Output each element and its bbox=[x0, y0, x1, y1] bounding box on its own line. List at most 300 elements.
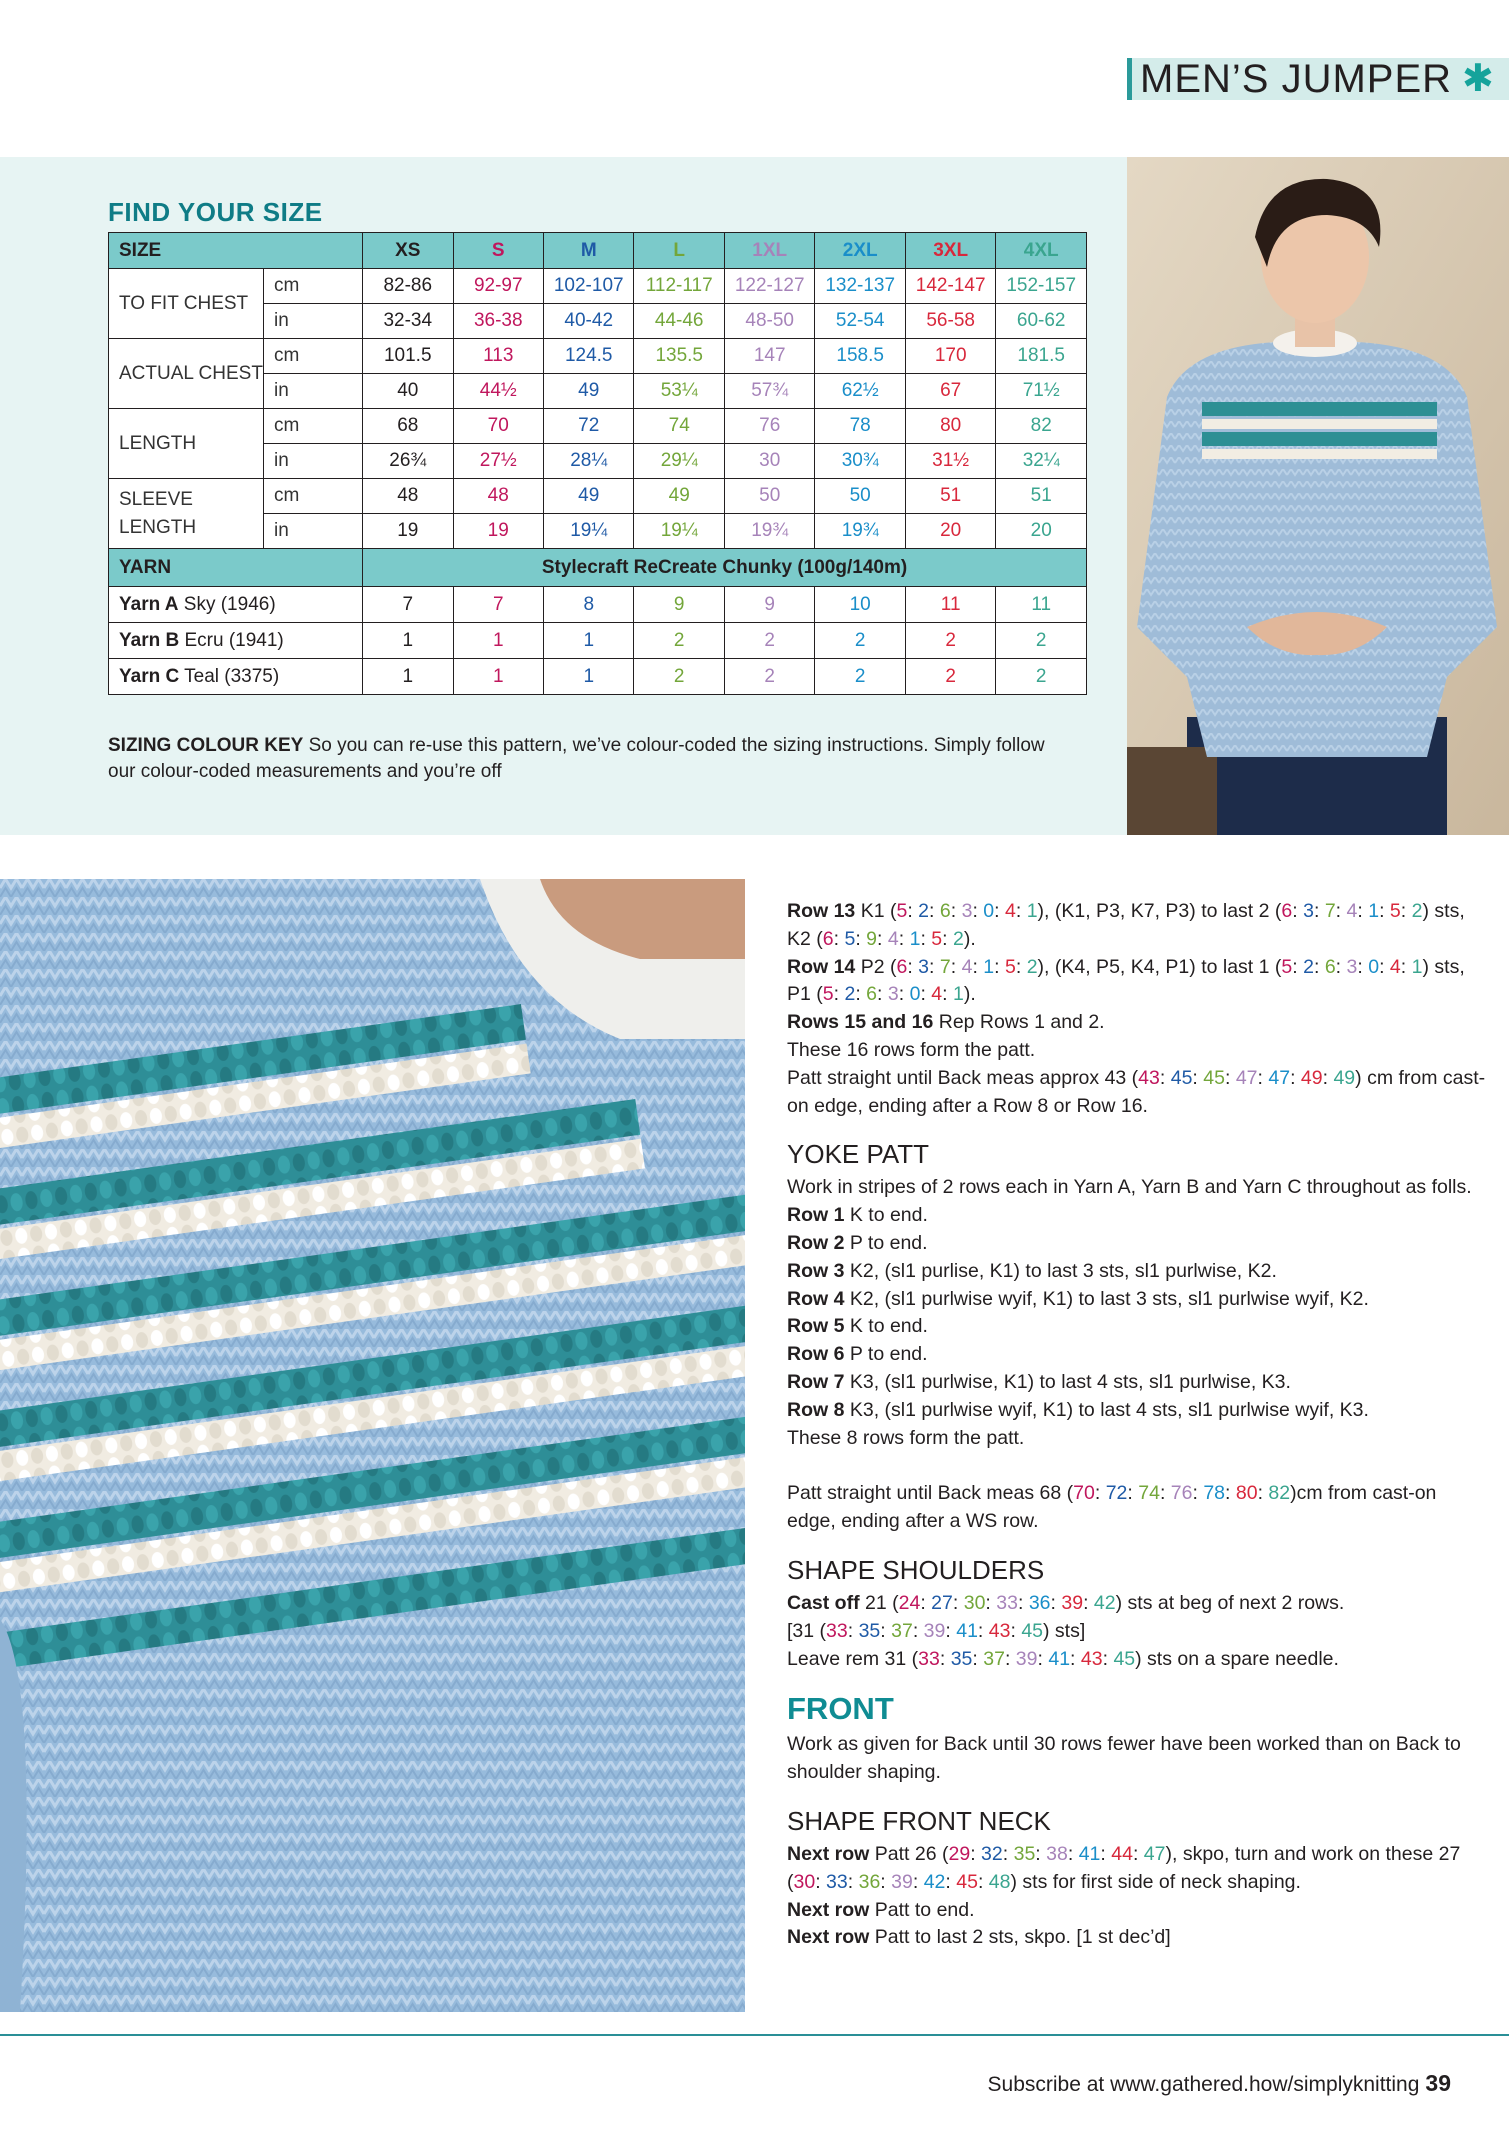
size-value: 4 bbox=[1346, 900, 1358, 922]
size-value: 6 bbox=[939, 900, 951, 922]
size-table bbox=[108, 232, 1087, 695]
sh-o: 33: 35: 37: 39: 41: 43: 45 bbox=[918, 1647, 1136, 1670]
value-cell: 51 bbox=[996, 479, 1087, 514]
sh-t6: ) sts on a spare needle. bbox=[1135, 1647, 1339, 1670]
size-value: 6 bbox=[1324, 955, 1336, 978]
yarn-qty-cell: 1 bbox=[543, 623, 633, 659]
value-cell: 30¾ bbox=[815, 444, 905, 479]
yarn-qty-cell: 8 bbox=[543, 587, 633, 623]
yarn-row bbox=[109, 623, 1087, 659]
value-cell: 152-157 bbox=[996, 269, 1087, 304]
yoke-row-label: Row 3 bbox=[787, 1259, 845, 1282]
straight-1-t2: ) cm from cast-on edge, ending after a Row 8 or Row 16. bbox=[787, 1066, 1486, 1117]
size-value: 37 bbox=[891, 1619, 913, 1642]
row-13 bbox=[787, 898, 1487, 954]
size-value: 2 bbox=[1026, 955, 1038, 978]
unit-cell: in bbox=[264, 374, 363, 409]
yarn-header-row bbox=[109, 549, 1087, 587]
size-value: 39 bbox=[1061, 1591, 1084, 1614]
value-cell: 32¼ bbox=[996, 444, 1087, 479]
value-cell: 60-62 bbox=[996, 304, 1087, 339]
size-value: 49 bbox=[1333, 1066, 1356, 1089]
front-heading: FRONT bbox=[787, 1691, 894, 1727]
yarn-letter: Yarn C bbox=[119, 665, 180, 687]
size-value: 1 bbox=[909, 927, 921, 950]
yarn-qty-cell: 2 bbox=[996, 659, 1087, 695]
sh-t5: Leave rem 31 ( bbox=[787, 1647, 919, 1670]
value-cell: 76 bbox=[724, 409, 814, 444]
yarn-letter: Yarn B bbox=[119, 629, 180, 651]
yarn-qty-cell: 2 bbox=[905, 623, 995, 659]
model-illustration bbox=[1127, 157, 1509, 835]
value-cell: 49 bbox=[543, 374, 633, 409]
size-value: 33 bbox=[826, 1870, 848, 1893]
measurement-label: TO FIT CHEST bbox=[109, 269, 264, 339]
value-cell: 101.5 bbox=[363, 339, 453, 374]
value-cell: 27½ bbox=[453, 444, 543, 479]
value-cell: 28¼ bbox=[543, 444, 633, 479]
size-value: 5 bbox=[1004, 955, 1016, 978]
size-value: 35 bbox=[950, 1647, 973, 1670]
measurements-body bbox=[109, 269, 1087, 549]
key-text: So you can re-use this pattern, we’ve colour-coded the sizing instructions. Simply follow our colour-coded measurements and you’re off bbox=[108, 735, 1045, 782]
size-value: 76 bbox=[1170, 1482, 1193, 1505]
front-text: Work as given for Back until 30 rows fewer have been worked than on Back to shoulder shaping. bbox=[787, 1733, 1461, 1784]
unit-cell: cm bbox=[264, 479, 363, 514]
size-value: 4 bbox=[961, 955, 973, 978]
yarn-qty-cell: 1 bbox=[543, 659, 633, 695]
size-value: 6 bbox=[822, 927, 834, 950]
value-cell: 53¼ bbox=[634, 374, 724, 409]
size-value: 32 bbox=[981, 1842, 1003, 1865]
pattern-text bbox=[787, 898, 1487, 1952]
size-value: 3 bbox=[961, 900, 973, 922]
yarn-qty-cell: 7 bbox=[363, 587, 453, 623]
find-your-size-title: FIND YOUR SIZE bbox=[108, 197, 323, 227]
straight-2-t2: )cm from cast-on edge, ending after a WS row. bbox=[787, 1482, 1437, 1533]
size-value: 39 bbox=[1015, 1647, 1038, 1670]
value-cell: 19¼ bbox=[543, 514, 633, 549]
size-value: 82 bbox=[1268, 1482, 1291, 1505]
size-value: 72 bbox=[1105, 1482, 1128, 1505]
size-value: 39 bbox=[891, 1870, 913, 1893]
value-cell: 19¾ bbox=[724, 514, 814, 549]
yarn-shade: Sky (1946) bbox=[183, 593, 276, 615]
value-cell: 19 bbox=[363, 514, 453, 549]
nk-t4: Patt to end. bbox=[874, 1898, 975, 1921]
size-value: 4 bbox=[1004, 900, 1016, 922]
nk-t1: Patt 26 ( bbox=[874, 1842, 949, 1865]
size-value: 27 bbox=[931, 1591, 953, 1614]
yoke-row bbox=[787, 1369, 1487, 1397]
size-value: 1 bbox=[1026, 900, 1038, 922]
rows-15-16-text: Rep Rows 1 and 2. bbox=[938, 1011, 1105, 1034]
yarn-label-cell bbox=[109, 623, 363, 659]
row-13-t2: ), (K1, P3, K7, P3) to last 2 ( bbox=[1037, 900, 1282, 922]
size-value: 4 bbox=[931, 983, 943, 1006]
size-value: 2 bbox=[952, 927, 964, 950]
nk-t3: ) sts for first side of neck shaping. bbox=[1010, 1870, 1301, 1893]
value-cell: 62½ bbox=[815, 374, 905, 409]
size-value: 36 bbox=[1028, 1591, 1051, 1614]
size-value: 5 bbox=[931, 927, 943, 950]
size-value: 45 bbox=[1021, 1619, 1044, 1642]
shoulders-cast-off bbox=[787, 1590, 1487, 1618]
size-value: 0 bbox=[1368, 955, 1380, 978]
sizing-colour-key bbox=[108, 733, 1068, 785]
section-tag bbox=[1127, 58, 1509, 100]
size-value: 47 bbox=[1235, 1066, 1258, 1089]
size-value: 80 bbox=[1235, 1482, 1258, 1505]
straight-2-t1: Patt straight until Back meas 68 ( bbox=[787, 1482, 1074, 1505]
size-value: 44 bbox=[1111, 1842, 1133, 1865]
yarn-qty-cell: 2 bbox=[724, 659, 814, 695]
size-value: 35 bbox=[858, 1619, 881, 1642]
yarn-qty-cell: 2 bbox=[634, 659, 724, 695]
value-cell: 72 bbox=[543, 409, 633, 444]
value-cell: 20 bbox=[905, 514, 995, 549]
size-header-row bbox=[109, 233, 1087, 269]
size-l: L bbox=[634, 233, 724, 269]
yoke-row-label: Row 2 bbox=[787, 1231, 845, 1254]
footer-rule bbox=[0, 2034, 1509, 2036]
yarn-row bbox=[109, 587, 1087, 623]
straight-1 bbox=[787, 1065, 1487, 1121]
size-value: 41 bbox=[1048, 1647, 1071, 1670]
unit-cell: cm bbox=[264, 339, 363, 374]
measurement-label: SLEEVE LENGTH bbox=[109, 479, 264, 549]
size-value: 78 bbox=[1203, 1482, 1226, 1505]
value-cell: 70 bbox=[453, 409, 543, 444]
size-value: 0 bbox=[983, 900, 995, 922]
size-value: 42 bbox=[923, 1870, 946, 1893]
row-14-label: Row 14 bbox=[787, 955, 856, 978]
cast-off-label: Cast off bbox=[787, 1591, 860, 1614]
nk-m: 30: 33: 36: 39: 42: 45: 48 bbox=[793, 1870, 1011, 1893]
value-cell: 30 bbox=[724, 444, 814, 479]
row-14-m: 5: 2: 6: 3: 0: 4: 1 bbox=[1281, 955, 1423, 978]
yarn-label-cell bbox=[109, 659, 363, 695]
size-value: 30 bbox=[963, 1591, 986, 1614]
value-cell: 44½ bbox=[453, 374, 543, 409]
model-photo bbox=[1127, 157, 1509, 835]
neck-label-1: Next row bbox=[787, 1842, 870, 1865]
size-value: 48 bbox=[988, 1870, 1011, 1893]
size-value: 33 bbox=[996, 1591, 1018, 1614]
size-value: 43 bbox=[988, 1619, 1011, 1642]
yoke-row-label: Row 7 bbox=[787, 1370, 845, 1393]
size-value: 4 bbox=[1389, 955, 1401, 978]
yoke-row-text: K2, (sl1 purlwise wyif, K1) to last 3 sts, sl1 purlwise wyif, K2. bbox=[849, 1287, 1369, 1310]
shoulders-count bbox=[787, 1618, 1487, 1646]
value-cell: 40-42 bbox=[543, 304, 633, 339]
form-8: These 8 rows form the patt. bbox=[787, 1426, 1025, 1449]
yoke-row bbox=[787, 1286, 1487, 1314]
value-cell: 170 bbox=[905, 339, 995, 374]
size-value: 1 bbox=[1411, 955, 1423, 978]
yoke-row-text: K2, (sl1 purlise, K1) to last 3 sts, sl1 purlwise, K2. bbox=[849, 1259, 1277, 1282]
yoke-row bbox=[787, 1202, 1487, 1230]
size-value: 39 bbox=[923, 1619, 946, 1642]
subscribe-link[interactable]: Subscribe at www.gathered.how/simplyknitting bbox=[987, 2073, 1420, 2096]
value-cell: 36-38 bbox=[453, 304, 543, 339]
size-1xl: 1XL bbox=[724, 233, 814, 269]
value-cell: 78 bbox=[815, 409, 905, 444]
yarn-qty-cell: 2 bbox=[815, 623, 905, 659]
size-value: 5 bbox=[844, 927, 856, 950]
size-value: 33 bbox=[918, 1647, 940, 1670]
size-value: 7 bbox=[939, 955, 951, 978]
yoke-intro: Work in stripes of 2 rows each in Yarn A, Yarn B and Yarn C throughout as folls. bbox=[787, 1176, 1472, 1199]
sh-n: 24: 27: 30: 33: 36: 39: 42 bbox=[898, 1591, 1116, 1614]
value-cell: 102-107 bbox=[543, 269, 633, 304]
yarn-qty-cell: 9 bbox=[724, 587, 814, 623]
measurement-row bbox=[109, 409, 1087, 444]
neck-row-1 bbox=[787, 1841, 1487, 1897]
value-cell: 19¾ bbox=[815, 514, 905, 549]
size-value: 6 bbox=[896, 955, 908, 978]
yarn-qty-cell: 11 bbox=[996, 587, 1087, 623]
sh-t4: ) sts] bbox=[1043, 1619, 1086, 1642]
yarn-label-cell bbox=[109, 587, 363, 623]
yoke-row-text: K to end. bbox=[849, 1204, 928, 1227]
size-value: 42 bbox=[1093, 1591, 1116, 1614]
size-m: M bbox=[543, 233, 633, 269]
yoke-row-text: P to end. bbox=[849, 1231, 928, 1254]
yarn-qty-cell: 1 bbox=[453, 623, 543, 659]
measurement-row bbox=[109, 479, 1087, 514]
yarn-qty-cell: 11 bbox=[905, 587, 995, 623]
value-cell: 112-117 bbox=[634, 269, 724, 304]
size-value: 5 bbox=[1389, 900, 1401, 922]
row-14-t4: ). bbox=[963, 983, 976, 1006]
size-value: 30 bbox=[793, 1870, 816, 1893]
yoke-row bbox=[787, 1258, 1487, 1286]
yoke-row-label: Row 6 bbox=[787, 1343, 845, 1366]
yoke-row-text: K3, (sl1 purlwise wyif, K1) to last 4 sts, sl1 purlwise wyif, K3. bbox=[849, 1398, 1369, 1421]
key-title: SIZING COLOUR KEY bbox=[108, 735, 304, 756]
measurement-row bbox=[109, 339, 1087, 374]
size-value: 3 bbox=[1346, 955, 1358, 978]
yoke-row-text: P to end. bbox=[849, 1343, 928, 1366]
size-value: 45 bbox=[1113, 1647, 1136, 1670]
size-value: 45 bbox=[1170, 1066, 1193, 1089]
yoke-row-text: K to end. bbox=[849, 1315, 928, 1338]
yarn-qty-cell: 1 bbox=[363, 659, 453, 695]
row-13-m: 6: 3: 7: 4: 1: 5: 2 bbox=[1281, 900, 1423, 922]
value-cell: 20 bbox=[996, 514, 1087, 549]
yarn-qty-cell: 10 bbox=[815, 587, 905, 623]
yarn-shade: Ecru (1941) bbox=[184, 629, 284, 651]
value-cell: 48-50 bbox=[724, 304, 814, 339]
unit-cell: cm bbox=[264, 269, 363, 304]
size-value: 5 bbox=[1281, 955, 1293, 978]
size-value: 33 bbox=[826, 1619, 848, 1642]
neck-row-3 bbox=[787, 1924, 1487, 1952]
size-value: 43 bbox=[1080, 1647, 1103, 1670]
value-cell: 48 bbox=[453, 479, 543, 514]
value-cell: 82 bbox=[996, 409, 1087, 444]
yarn-shade: Teal (3375) bbox=[184, 665, 280, 687]
shoulders-leave bbox=[787, 1646, 1487, 1674]
yarn-label: YARN bbox=[109, 549, 363, 587]
row-13-o: 6: 5: 9: 4: 1: 5: 2 bbox=[822, 927, 964, 950]
size-value: 35 bbox=[1013, 1842, 1036, 1865]
size-value: 3 bbox=[918, 955, 930, 978]
neck-row-2 bbox=[787, 1897, 1487, 1925]
size-value: 38 bbox=[1046, 1842, 1068, 1865]
yarn-qty-cell: 1 bbox=[453, 659, 543, 695]
straight-2-n: 70: 72: 74: 76: 78: 80: 82 bbox=[1073, 1482, 1291, 1505]
size-value: 45 bbox=[1203, 1066, 1225, 1089]
yoke-row-label: Row 4 bbox=[787, 1287, 845, 1310]
straight-2 bbox=[787, 1480, 1487, 1536]
size-s: S bbox=[453, 233, 543, 269]
yarn-qty-cell: 2 bbox=[815, 659, 905, 695]
yarn-body bbox=[109, 587, 1087, 695]
size-value: 3 bbox=[1303, 900, 1314, 922]
measurement-label: LENGTH bbox=[109, 409, 264, 479]
value-cell: 74 bbox=[634, 409, 724, 444]
size-value: 74 bbox=[1138, 1482, 1160, 1505]
size-value: 1 bbox=[1368, 900, 1380, 922]
yarn-letter: Yarn A bbox=[119, 593, 179, 615]
value-cell: 147 bbox=[724, 339, 814, 374]
size-value: 5 bbox=[822, 983, 834, 1006]
yarn-qty-cell: 1 bbox=[363, 623, 453, 659]
value-cell: 19¼ bbox=[634, 514, 724, 549]
value-cell: 181.5 bbox=[996, 339, 1087, 374]
unit-cell: in bbox=[264, 444, 363, 479]
yoke-rows bbox=[787, 1202, 1487, 1424]
value-cell: 135.5 bbox=[634, 339, 724, 374]
yoke-row bbox=[787, 1313, 1487, 1341]
size-value: 6 bbox=[1281, 900, 1293, 922]
row-14 bbox=[787, 954, 1487, 1010]
straight-1-n: 43: 45: 45: 47: 47: 49: 49 bbox=[1138, 1066, 1356, 1089]
yarn-qty-cell: 2 bbox=[996, 623, 1087, 659]
sweater-detail-photo bbox=[0, 879, 745, 2012]
sh-t2: ) sts at beg of next 2 rows. bbox=[1115, 1591, 1345, 1614]
value-cell: 49 bbox=[543, 479, 633, 514]
value-cell: 29¼ bbox=[634, 444, 724, 479]
row-14-t3: ) sts, P1 ( bbox=[787, 955, 1465, 1006]
value-cell: 49 bbox=[634, 479, 724, 514]
neck-label-2: Next row bbox=[787, 1898, 870, 1921]
size-value: 5 bbox=[896, 900, 908, 922]
size-value: 70 bbox=[1073, 1482, 1095, 1505]
yoke-row bbox=[787, 1397, 1487, 1425]
row-14-n: 6: 3: 7: 4: 1: 5: 2 bbox=[896, 955, 1038, 978]
yoke-row-label: Row 5 bbox=[787, 1315, 845, 1338]
yarn-qty-cell: 2 bbox=[905, 659, 995, 695]
section-title: MEN’S JUMPER bbox=[1140, 56, 1453, 101]
size-value: 24 bbox=[898, 1591, 921, 1614]
sh-t3: [31 ( bbox=[787, 1619, 827, 1642]
yarn-name: Stylecraft ReCreate Chunky (100g/140m) bbox=[363, 549, 1087, 587]
size-value: 7 bbox=[1324, 900, 1336, 922]
value-cell: 113 bbox=[453, 339, 543, 374]
size-label: SIZE bbox=[109, 233, 363, 269]
form-16: These 16 rows form the patt. bbox=[787, 1038, 1036, 1061]
yoke-row bbox=[787, 1230, 1487, 1258]
size-value: 41 bbox=[956, 1619, 978, 1642]
sweater-illustration bbox=[0, 879, 745, 2012]
row-14-o: 5: 2: 6: 3: 0: 4: 1 bbox=[822, 983, 964, 1006]
value-cell: 67 bbox=[905, 374, 995, 409]
size-value: 1 bbox=[952, 983, 964, 1006]
nk-t2: ), skpo, turn and work on these 27 ( bbox=[787, 1842, 1461, 1893]
value-cell: 56-58 bbox=[905, 304, 995, 339]
size-xs: XS bbox=[363, 233, 453, 269]
shoulders-heading: SHAPE SHOULDERS bbox=[787, 1554, 1045, 1585]
star-icon: ✱ bbox=[1462, 58, 1494, 100]
row-13-t4: ). bbox=[963, 927, 976, 950]
yoke-row bbox=[787, 1341, 1487, 1369]
value-cell: 68 bbox=[363, 409, 453, 444]
page-number: 39 bbox=[1425, 2070, 1451, 2096]
nk-t5: Patt to last 2 sts, skpo. [1 st dec’d] bbox=[874, 1926, 1171, 1949]
value-cell: 57¾ bbox=[724, 374, 814, 409]
value-cell: 44-46 bbox=[634, 304, 724, 339]
value-cell: 82-86 bbox=[363, 269, 453, 304]
yoke-row-label: Row 8 bbox=[787, 1398, 845, 1421]
sh-t1: 21 ( bbox=[865, 1591, 899, 1614]
size-2xl: 2XL bbox=[815, 233, 905, 269]
measurement-label: ACTUAL CHEST bbox=[109, 339, 264, 409]
size-value: 2 bbox=[1303, 955, 1314, 978]
size-value: 2 bbox=[918, 900, 930, 922]
row-13-t1: K1 ( bbox=[860, 900, 897, 922]
value-cell: 48 bbox=[363, 479, 453, 514]
yarn-qty-cell: 9 bbox=[634, 587, 724, 623]
size-value: 41 bbox=[1078, 1842, 1101, 1865]
size-value: 47 bbox=[1143, 1842, 1166, 1865]
value-cell: 122-127 bbox=[724, 269, 814, 304]
row-13-n: 5: 2: 6: 3: 0: 4: 1 bbox=[896, 900, 1038, 922]
yarn-qty-cell: 2 bbox=[724, 623, 814, 659]
size-value: 0 bbox=[909, 983, 921, 1006]
value-cell: 32-34 bbox=[363, 304, 453, 339]
size-value: 3 bbox=[887, 983, 899, 1006]
value-cell: 26¾ bbox=[363, 444, 453, 479]
value-cell: 52-54 bbox=[815, 304, 905, 339]
straight-1-t1: Patt straight until Back meas approx 43 ( bbox=[787, 1066, 1139, 1089]
unit-cell: in bbox=[264, 514, 363, 549]
unit-cell: cm bbox=[264, 409, 363, 444]
size-value: 2 bbox=[844, 983, 856, 1006]
value-cell: 80 bbox=[905, 409, 995, 444]
yoke-row-text: K3, (sl1 purlwise, K1) to last 4 sts, sl1 purlwise, K3. bbox=[849, 1370, 1291, 1393]
nk-n: 29: 32: 35: 38: 41: 44: 47 bbox=[948, 1842, 1166, 1865]
value-cell: 31½ bbox=[905, 444, 995, 479]
row-13-t3: ) sts, K2 ( bbox=[787, 900, 1465, 950]
size-value: 29 bbox=[948, 1842, 971, 1865]
value-cell: 50 bbox=[724, 479, 814, 514]
row-14-t2: ), (K4, P5, K4, P1) to last 1 ( bbox=[1037, 955, 1282, 978]
size-value: 37 bbox=[983, 1647, 1005, 1670]
yoke-row-label: Row 1 bbox=[787, 1204, 845, 1227]
size-value: 49 bbox=[1300, 1066, 1323, 1089]
value-cell: 132-137 bbox=[815, 269, 905, 304]
size-4xl: 4XL bbox=[996, 233, 1087, 269]
size-3xl: 3XL bbox=[905, 233, 995, 269]
yoke-heading: YOKE PATT bbox=[787, 1139, 930, 1170]
size-value: 9 bbox=[866, 927, 878, 950]
size-value: 43 bbox=[1138, 1066, 1160, 1089]
sh-m: 33: 35: 37: 39: 41: 43: 45 bbox=[826, 1619, 1044, 1642]
value-cell: 40 bbox=[363, 374, 453, 409]
